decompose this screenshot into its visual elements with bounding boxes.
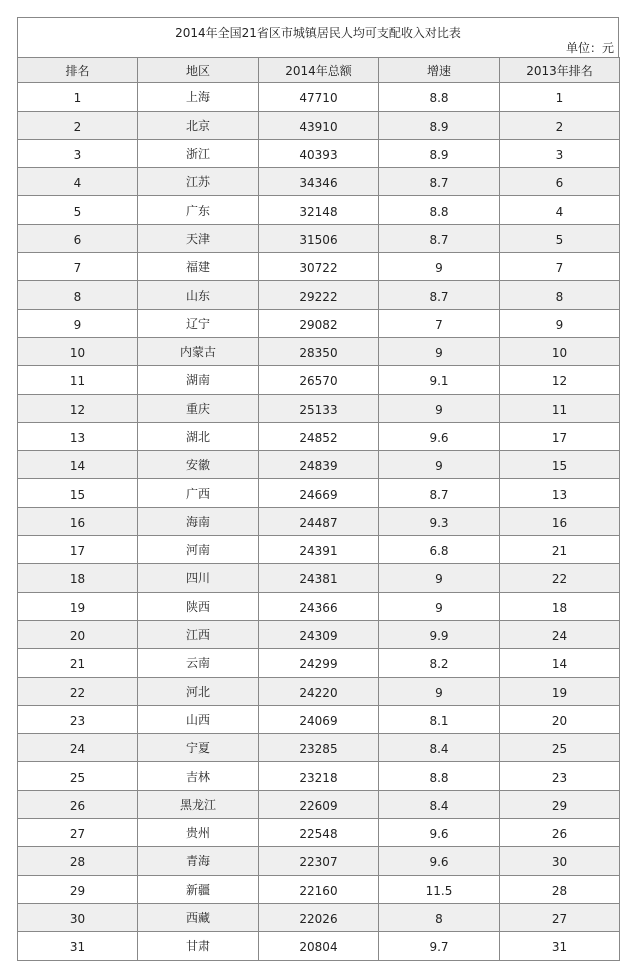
cell-total-2014: 24381 xyxy=(259,564,379,592)
table-row xyxy=(18,224,620,252)
cell-rank: 26 xyxy=(18,790,138,818)
cell-total-2014: 23218 xyxy=(259,762,379,790)
cell-rank-2013: 17 xyxy=(500,422,620,450)
cell-rank-2013: 4 xyxy=(500,196,620,224)
table-row xyxy=(18,903,620,931)
cell-total-2014: 22160 xyxy=(259,875,379,903)
cell-total-2014: 24839 xyxy=(259,451,379,479)
cell-rank-2013: 5 xyxy=(500,224,620,252)
cell-rank: 8 xyxy=(18,281,138,309)
cell-rank-2013: 11 xyxy=(500,394,620,422)
cell-growth: 9.9 xyxy=(379,620,500,648)
cell-region: 天津 xyxy=(138,224,259,252)
cell-rank: 4 xyxy=(18,168,138,196)
cell-region: 辽宁 xyxy=(138,309,259,337)
cell-rank-2013: 1 xyxy=(500,83,620,111)
cell-rank-2013: 28 xyxy=(500,875,620,903)
cell-region: 北京 xyxy=(138,111,259,139)
cell-rank-2013: 29 xyxy=(500,790,620,818)
header-total-2014: 2014年总额 xyxy=(259,58,379,83)
cell-total-2014: 24852 xyxy=(259,422,379,450)
table-body xyxy=(18,83,620,960)
cell-rank: 5 xyxy=(18,196,138,224)
cell-growth: 8.8 xyxy=(379,762,500,790)
table-row xyxy=(18,847,620,875)
cell-rank: 10 xyxy=(18,337,138,365)
cell-growth: 8.8 xyxy=(379,83,500,111)
cell-rank-2013: 24 xyxy=(500,620,620,648)
cell-total-2014: 22548 xyxy=(259,819,379,847)
cell-rank-2013: 12 xyxy=(500,366,620,394)
cell-total-2014: 29082 xyxy=(259,309,379,337)
cell-rank: 28 xyxy=(18,847,138,875)
unit-label: 单位：元 xyxy=(565,41,614,55)
table-row xyxy=(18,705,620,733)
table-row xyxy=(18,564,620,592)
table-row xyxy=(18,677,620,705)
cell-rank: 13 xyxy=(18,422,138,450)
table-row xyxy=(18,196,620,224)
cell-growth: 9.6 xyxy=(379,422,500,450)
table-row xyxy=(18,394,620,422)
cell-rank-2013: 3 xyxy=(500,139,620,167)
cell-rank-2013: 27 xyxy=(500,903,620,931)
table-row xyxy=(18,734,620,762)
cell-growth: 8.4 xyxy=(379,790,500,818)
table-row xyxy=(18,536,620,564)
cell-total-2014: 47710 xyxy=(259,83,379,111)
cell-region: 上海 xyxy=(138,83,259,111)
cell-growth: 8.9 xyxy=(379,139,500,167)
cell-region: 内蒙古 xyxy=(138,337,259,365)
header-rank-2013: 2013年排名 xyxy=(500,58,620,83)
cell-region: 河南 xyxy=(138,536,259,564)
cell-rank: 30 xyxy=(18,903,138,931)
header-growth: 增速 xyxy=(379,58,500,83)
cell-total-2014: 22026 xyxy=(259,903,379,931)
table-row xyxy=(18,649,620,677)
cell-region: 西藏 xyxy=(138,903,259,931)
cell-growth: 8.7 xyxy=(379,224,500,252)
header-row xyxy=(18,58,620,83)
table-row xyxy=(18,451,620,479)
cell-region: 安徽 xyxy=(138,451,259,479)
cell-total-2014: 22609 xyxy=(259,790,379,818)
cell-rank: 1 xyxy=(18,83,138,111)
cell-total-2014: 24220 xyxy=(259,677,379,705)
cell-total-2014: 24069 xyxy=(259,705,379,733)
cell-region: 广西 xyxy=(138,479,259,507)
cell-total-2014: 24487 xyxy=(259,507,379,535)
cell-region: 海南 xyxy=(138,507,259,535)
cell-growth: 9.7 xyxy=(379,932,500,960)
cell-rank-2013: 7 xyxy=(500,253,620,281)
table-row xyxy=(18,111,620,139)
cell-total-2014: 32148 xyxy=(259,196,379,224)
table-row xyxy=(18,366,620,394)
cell-rank: 22 xyxy=(18,677,138,705)
cell-total-2014: 24669 xyxy=(259,479,379,507)
cell-rank-2013: 10 xyxy=(500,337,620,365)
cell-total-2014: 34346 xyxy=(259,168,379,196)
cell-growth: 9 xyxy=(379,253,500,281)
table-row xyxy=(18,83,620,111)
table-row xyxy=(18,592,620,620)
cell-rank: 6 xyxy=(18,224,138,252)
cell-total-2014: 24366 xyxy=(259,592,379,620)
cell-total-2014: 29222 xyxy=(259,281,379,309)
cell-region: 江苏 xyxy=(138,168,259,196)
cell-growth: 9.3 xyxy=(379,507,500,535)
table-row xyxy=(18,281,620,309)
cell-rank: 29 xyxy=(18,875,138,903)
cell-growth: 9 xyxy=(379,677,500,705)
cell-growth: 9.6 xyxy=(379,847,500,875)
cell-region: 甘肃 xyxy=(138,932,259,960)
cell-growth: 8.9 xyxy=(379,111,500,139)
cell-total-2014: 25133 xyxy=(259,394,379,422)
cell-rank: 17 xyxy=(18,536,138,564)
table-row xyxy=(18,253,620,281)
cell-rank: 21 xyxy=(18,649,138,677)
cell-region: 重庆 xyxy=(138,394,259,422)
cell-total-2014: 20804 xyxy=(259,932,379,960)
cell-rank-2013: 16 xyxy=(500,507,620,535)
cell-total-2014: 40393 xyxy=(259,139,379,167)
table-row xyxy=(18,932,620,960)
cell-rank-2013: 30 xyxy=(500,847,620,875)
cell-rank-2013: 6 xyxy=(500,168,620,196)
cell-region: 福建 xyxy=(138,253,259,281)
cell-rank-2013: 18 xyxy=(500,592,620,620)
cell-growth: 9 xyxy=(379,394,500,422)
table-row xyxy=(18,620,620,648)
cell-rank-2013: 20 xyxy=(500,705,620,733)
table-row xyxy=(18,422,620,450)
cell-region: 云南 xyxy=(138,649,259,677)
cell-growth: 11.5 xyxy=(379,875,500,903)
cell-rank: 9 xyxy=(18,309,138,337)
cell-rank-2013: 31 xyxy=(500,932,620,960)
cell-growth: 9 xyxy=(379,337,500,365)
cell-total-2014: 30722 xyxy=(259,253,379,281)
cell-region: 黑龙江 xyxy=(138,790,259,818)
table-row xyxy=(18,790,620,818)
cell-rank: 24 xyxy=(18,734,138,762)
cell-growth: 8.4 xyxy=(379,734,500,762)
table-row xyxy=(18,168,620,196)
cell-region: 青海 xyxy=(138,847,259,875)
cell-growth: 8 xyxy=(379,903,500,931)
cell-rank-2013: 25 xyxy=(500,734,620,762)
cell-rank: 7 xyxy=(18,253,138,281)
table-header xyxy=(18,58,620,83)
cell-rank-2013: 14 xyxy=(500,649,620,677)
table-row xyxy=(18,337,620,365)
cell-rank: 25 xyxy=(18,762,138,790)
cell-rank: 27 xyxy=(18,819,138,847)
cell-region: 宁夏 xyxy=(138,734,259,762)
cell-total-2014: 28350 xyxy=(259,337,379,365)
cell-rank-2013: 9 xyxy=(500,309,620,337)
cell-rank: 16 xyxy=(18,507,138,535)
cell-region: 山西 xyxy=(138,705,259,733)
cell-rank: 15 xyxy=(18,479,138,507)
cell-region: 广东 xyxy=(138,196,259,224)
cell-rank: 31 xyxy=(18,932,138,960)
cell-region: 贵州 xyxy=(138,819,259,847)
cell-rank-2013: 22 xyxy=(500,564,620,592)
cell-rank: 2 xyxy=(18,111,138,139)
cell-region: 河北 xyxy=(138,677,259,705)
table-row xyxy=(18,139,620,167)
cell-growth: 8.2 xyxy=(379,649,500,677)
cell-rank: 23 xyxy=(18,705,138,733)
cell-growth: 8.1 xyxy=(379,705,500,733)
table-row xyxy=(18,875,620,903)
header-region: 地区 xyxy=(138,58,259,83)
cell-region: 山东 xyxy=(138,281,259,309)
table-row xyxy=(18,479,620,507)
cell-total-2014: 23285 xyxy=(259,734,379,762)
cell-growth: 8.7 xyxy=(379,479,500,507)
cell-growth: 9 xyxy=(379,451,500,479)
cell-region: 四川 xyxy=(138,564,259,592)
cell-rank-2013: 26 xyxy=(500,819,620,847)
cell-rank-2013: 8 xyxy=(500,281,620,309)
cell-region: 新疆 xyxy=(138,875,259,903)
table-row xyxy=(18,309,620,337)
cell-total-2014: 43910 xyxy=(259,111,379,139)
header-rank: 排名 xyxy=(18,58,138,83)
cell-rank: 18 xyxy=(18,564,138,592)
cell-growth: 7 xyxy=(379,309,500,337)
cell-rank-2013: 2 xyxy=(500,111,620,139)
cell-total-2014: 26570 xyxy=(259,366,379,394)
cell-region: 陕西 xyxy=(138,592,259,620)
cell-total-2014: 24391 xyxy=(259,536,379,564)
table-row xyxy=(18,819,620,847)
cell-rank-2013: 13 xyxy=(500,479,620,507)
cell-growth: 9.1 xyxy=(379,366,500,394)
cell-growth: 6.8 xyxy=(379,536,500,564)
income-table xyxy=(17,57,620,961)
cell-region: 江西 xyxy=(138,620,259,648)
cell-total-2014: 24309 xyxy=(259,620,379,648)
cell-rank: 12 xyxy=(18,394,138,422)
cell-rank-2013: 19 xyxy=(500,677,620,705)
cell-region: 湖北 xyxy=(138,422,259,450)
table-row xyxy=(18,507,620,535)
cell-total-2014: 31506 xyxy=(259,224,379,252)
cell-total-2014: 22307 xyxy=(259,847,379,875)
cell-rank-2013: 15 xyxy=(500,451,620,479)
cell-growth: 8.7 xyxy=(379,168,500,196)
cell-rank: 3 xyxy=(18,139,138,167)
table-row xyxy=(18,762,620,790)
income-table-sheet xyxy=(17,17,619,961)
cell-growth: 8.7 xyxy=(379,281,500,309)
cell-total-2014: 24299 xyxy=(259,649,379,677)
cell-rank: 19 xyxy=(18,592,138,620)
cell-region: 吉林 xyxy=(138,762,259,790)
cell-rank-2013: 21 xyxy=(500,536,620,564)
cell-rank: 20 xyxy=(18,620,138,648)
cell-rank-2013: 23 xyxy=(500,762,620,790)
cell-growth: 9 xyxy=(379,564,500,592)
table-title: 2014年全国21省区市城镇居民人均可支配收入对比表 xyxy=(175,26,461,40)
cell-region: 浙江 xyxy=(138,139,259,167)
table-title-box xyxy=(17,17,619,57)
cell-rank: 11 xyxy=(18,366,138,394)
cell-growth: 9 xyxy=(379,592,500,620)
cell-growth: 8.8 xyxy=(379,196,500,224)
cell-region: 湖南 xyxy=(138,366,259,394)
cell-growth: 9.6 xyxy=(379,819,500,847)
cell-rank: 14 xyxy=(18,451,138,479)
